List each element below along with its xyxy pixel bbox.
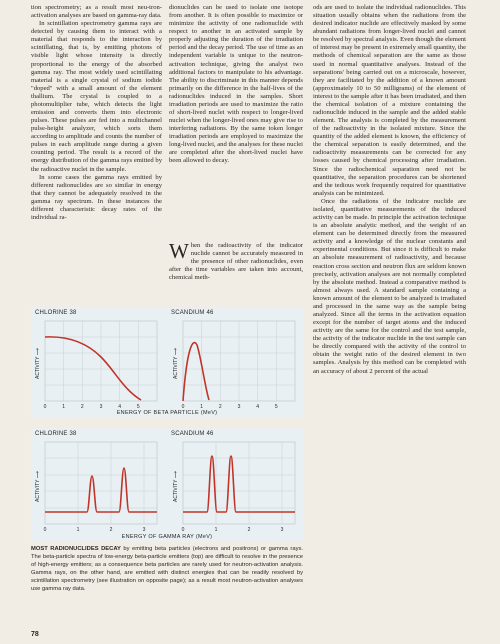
- tick-label: 2: [247, 527, 251, 533]
- paragraph: dionuclides can be used to isolate one isotope from another. It is often possible to maximize or minimize the activity of one radionuclide with respect to another in an activated sample by properly adjusting the duration of the irradiation period and the decay period. The use of time as an independent variable is unique to the neutron-activation technique, giving the analyst two additional factors to manipulate to his advantage. The ability to discriminate in this manner depends primarily on the difference in the half-lives of the radionuclides induced in the samples. Short irradiation periods are used to maximize the ratio of short-lived nuclei with respect to longer-lived nuclei when the longer-lived ones may give rise to interfering radiations. By the same token longer irradiation periods are employed to maximize the long-lived nuclei, and the analyses for these nuclei are completed after the short-lived nuclei have been allowed to decay.: [169, 4, 303, 165]
- gamma-spectra-figure: [31, 428, 303, 542]
- paragraph: In scintillation spectrometry gamma rays are detected by causing them to interact with a material that responds to the interaction by scintillating, that is, by emitting photons of visible light whose intensity is directly proportional to the energy of the absorbed gamma ray. The most widely used scintillating material is a single crystal of sodium iodide "doped" with a small amount of the element thallium. The crystal is coupled to a photomultiplier tube, which detects the light emission and converts them into electronic pulses. These pulses are fed into a multichannel pulse-height analyzer, which sorts them according to amplitude and counts the number of pulses in each amplitude range during a given counting period. The result is a record of the energy distribution of the gamma rays emitted by the radioactive nuclei in the sample.: [31, 20, 162, 173]
- chlorine-beta-plot: [35, 321, 157, 401]
- tick-label: 2: [80, 404, 84, 410]
- paragraph: ods are used to isolate the individual radionuclides. This situation usually obtains when the radiations from the desired indicator nuclide are effectively masked by some abundant radiations from longer-lived nuclei and cannot be resolved by spectral analysis. Even though the element of interest may be present in extremely small quantity, the methods of chemical separation are the same as those used in normal quantitative analyses. Instead of the separations' being carried out on a microscale, however, they are facilitated by the addition of a known amount (approximately 10 to 50 milligrams) of the element of interest to the sample after it has been irradiated, and then the chemical isolation of a mixture containing the radionuclide induced in the sample and the added stable element. The analysis is completed by the measurement of the radioactivity in the isolated mixture. Since the quantity of the added element is known, the efficiency of the chemical separation is easily determined, and the radioactivity measurements can be corrected for any losses caused by chemical processing after irradiation. Since the radiochemical separation need not be quantitative, the separation procedures can be shortened and the tedious work frequently required for quantitative analysis can be minimized.: [313, 4, 467, 197]
- tick-label: 3: [142, 527, 146, 533]
- gamma-tick-labels: [44, 527, 284, 533]
- tick-label: 2: [218, 404, 222, 410]
- caption-lead: MOST RADIONUCLIDES DECAY: [31, 546, 121, 552]
- y-axis-label: ACTIVITY ⟶: [35, 348, 41, 379]
- tick-label: 0: [43, 404, 47, 410]
- tick-label: 4: [118, 404, 122, 410]
- tick-label: 4: [256, 404, 260, 410]
- tick-label: 0: [181, 527, 185, 533]
- scandium-beta-curve: [183, 343, 209, 401]
- scandium-beta-plot: [173, 321, 295, 401]
- tick-label: 5: [136, 404, 140, 410]
- tick-label: 1: [76, 527, 80, 533]
- chlorine-beta-curve: [45, 337, 141, 400]
- tick-label: 1: [62, 404, 66, 410]
- paragraph: Once the radiations of the indicator nuclide are isolated, quantitative measurements of the induced activity can be made. In principle the activation technique is an absolute analytic method, and the weight of an element can be determined directly from the measured activity and a knowledge of the nuclear constants and experimental conditions. But since it is difficult to make an absolute measurement of radioactivity, and because reaction cross section and neutron flux are seldom known precisely, activation analyses are not normally completed by the absolute method. Instead a comparative method is almost always used. A standard sample containing a known amount of the element to be analyzed is irradiated and processed in the same way as the sample being analyzed. Since all the terms in the activation equation except for the number of target atoms and the induced activity are the same for the control and the test sample, the activity of the indicator nuclide in the test sample can be directly compared with the activity of the control to obtain the weight ratio of the desired element in two samples. Analysis by this method can be completed with an accuracy of about 2 percent of the actual: [313, 197, 466, 375]
- tick-label: 1: [200, 404, 204, 410]
- beta-axis-caption: ENERGY OF BETA PARTICLE (MeV): [116, 410, 218, 416]
- tick-label: 0: [43, 527, 47, 533]
- text-column-2: [169, 4, 303, 166]
- beta-spectra-figure: [31, 307, 303, 418]
- chart-title-scandium-beta: SCANDIUM 46: [171, 310, 214, 316]
- tick-label: 2: [109, 527, 113, 533]
- chlorine-gamma-curve: [45, 468, 157, 512]
- tick-label: 3: [280, 527, 284, 533]
- text-column-2-lower: [169, 239, 303, 282]
- paragraph-text: hen the radioactivity of the indicator nuclide cannot be accurately measured in the presence of other radionuclides, even after the time variables are taken into account, chemical meth-: [169, 242, 303, 282]
- chart-title-scandium-gamma: SCANDIUM 46: [171, 431, 214, 437]
- text-column-1: [31, 4, 162, 222]
- tick-label: 3: [99, 404, 103, 410]
- tick-label: 0: [181, 404, 185, 410]
- y-axis-label: ACTIVITY ⟶: [173, 471, 179, 502]
- page-number: 78: [31, 631, 39, 638]
- figure-caption: [31, 546, 303, 593]
- chart-title-chlorine-beta: CHLORINE 38: [35, 310, 77, 316]
- tick-label: 1: [214, 527, 218, 533]
- scandium-gamma-plot: [173, 442, 295, 524]
- text-column-3: [313, 4, 466, 376]
- chlorine-gamma-plot: [35, 442, 157, 524]
- paragraph: In some cases the gamma rays emitted by different radionuclides are so similar in energy that they cannot be adequately resolved in the gamma ray spectrum. In these instances the different characteristic decay rates of the individual ra-: [31, 173, 162, 222]
- chart-title-chlorine-gamma: CHLORINE 38: [35, 431, 77, 437]
- drop-cap: W: [169, 239, 189, 263]
- tick-label: 3: [237, 404, 241, 410]
- y-axis-label: ACTIVITY ⟶: [35, 471, 41, 502]
- gamma-spectra-svg: [31, 428, 303, 542]
- gamma-axis-caption: ENERGY OF GAMMA RAY (MeV): [121, 534, 213, 540]
- scandium-gamma-curve: [183, 456, 295, 512]
- beta-spectra-svg: [31, 307, 303, 418]
- y-axis-label: ACTIVITY ⟶: [173, 348, 179, 379]
- caption-text: by emitting beta particles (electrons and positrons) or gamma rays. The beta-particle spectra of low-energy beta-particle emitters (top) are difficult to resolve in the presence of high-energy emitters; as a consequence beta particles are rarely used for neutron-activation analysis. Gamma rays, on the other hand, are emitted with distinct energies that can be readily resolved by scintillation spectrometry (see illustration on opposite page); as a result most neutron-activation analyses use gamma ray data.: [31, 546, 303, 592]
- tick-label: 5: [274, 404, 278, 410]
- paragraph: [169, 239, 303, 282]
- paragraph: tion spectrometry; as a result most neu-tron-activation analyses are based on gamma-ray data.: [31, 4, 162, 20]
